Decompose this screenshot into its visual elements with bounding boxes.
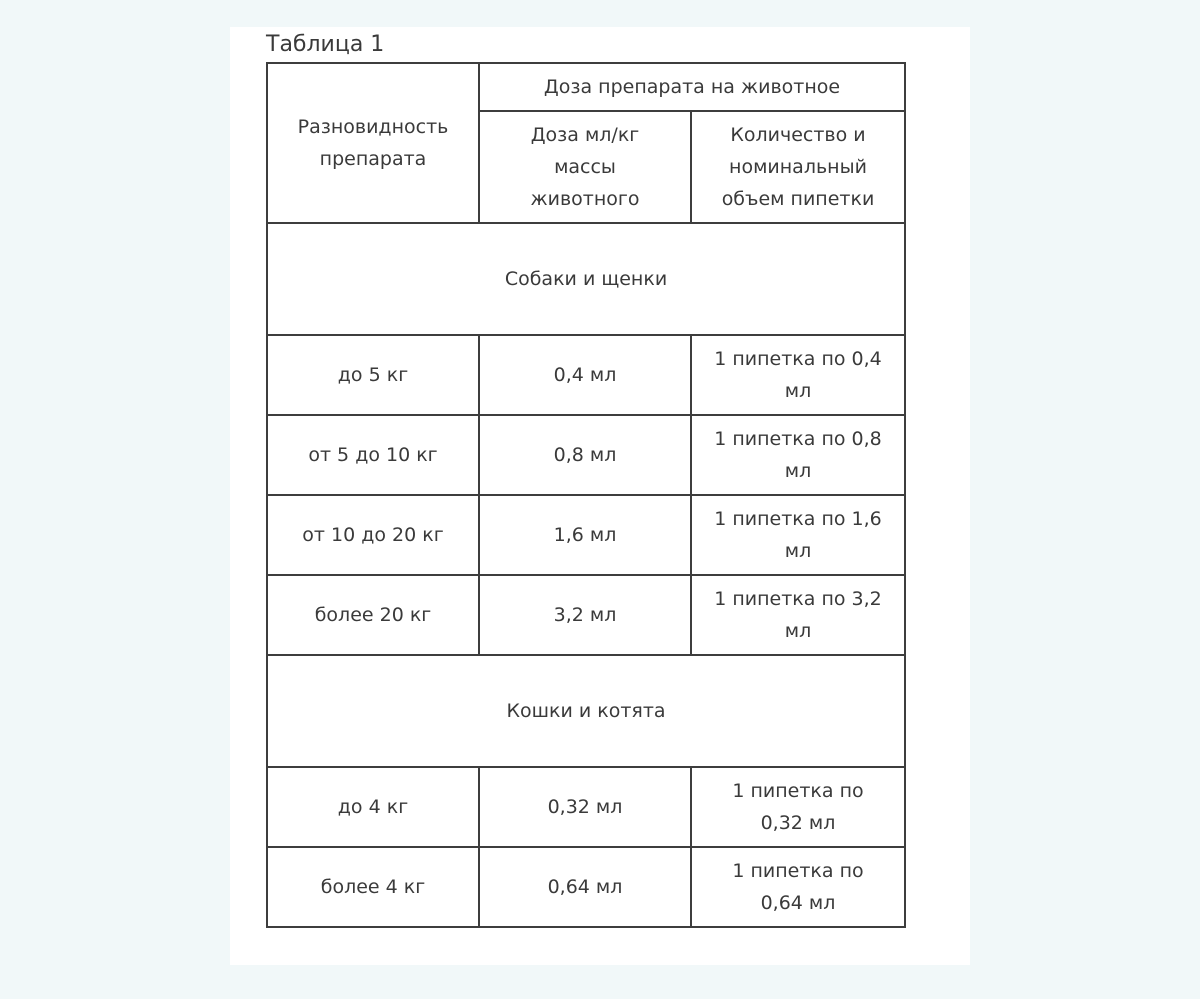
section-row-cats [267, 655, 905, 767]
pipette-cell: 1 пипетка по 0,32 мл [691, 767, 905, 847]
table-row [267, 415, 905, 495]
table-row [267, 495, 905, 575]
pipette-cell: 1 пипетка по 1,6 мл [691, 495, 905, 575]
dose-cell: 3,2 мл [479, 575, 691, 655]
weight-cell: до 4 кг [267, 767, 479, 847]
header-dose-per-kg: Доза мл/кг массы животного [479, 111, 691, 223]
weight-cell: более 20 кг [267, 575, 479, 655]
section-row-dogs [267, 223, 905, 335]
dosage-table [266, 62, 906, 928]
dose-cell: 0,32 мл [479, 767, 691, 847]
dose-cell: 1,6 мл [479, 495, 691, 575]
weight-cell: более 4 кг [267, 847, 479, 927]
table-row [267, 847, 905, 927]
header-row-1 [267, 63, 905, 111]
pipette-cell: 1 пипетка по 0,4 мл [691, 335, 905, 415]
table-row [267, 335, 905, 415]
pipette-cell: 1 пипетка по 0,64 мл [691, 847, 905, 927]
section-title: Собаки и щенки [267, 223, 905, 335]
table-row [267, 767, 905, 847]
dose-cell: 0,4 мл [479, 335, 691, 415]
weight-cell: от 10 до 20 кг [267, 495, 479, 575]
header-variety: Разновидность препарата [267, 63, 479, 223]
table-row [267, 575, 905, 655]
pipette-cell: 1 пипетка по 3,2 мл [691, 575, 905, 655]
header-dose-group: Доза препарата на животное [479, 63, 905, 111]
dose-cell: 0,64 мл [479, 847, 691, 927]
pipette-cell: 1 пипетка по 0,8 мл [691, 415, 905, 495]
section-title: Кошки и котята [267, 655, 905, 767]
table-caption: Таблица 1 [266, 32, 385, 57]
dose-cell: 0,8 мл [479, 415, 691, 495]
header-pipette: Количество и номинальный объем пипетки [691, 111, 905, 223]
weight-cell: до 5 кг [267, 335, 479, 415]
content-card [230, 27, 970, 965]
weight-cell: от 5 до 10 кг [267, 415, 479, 495]
